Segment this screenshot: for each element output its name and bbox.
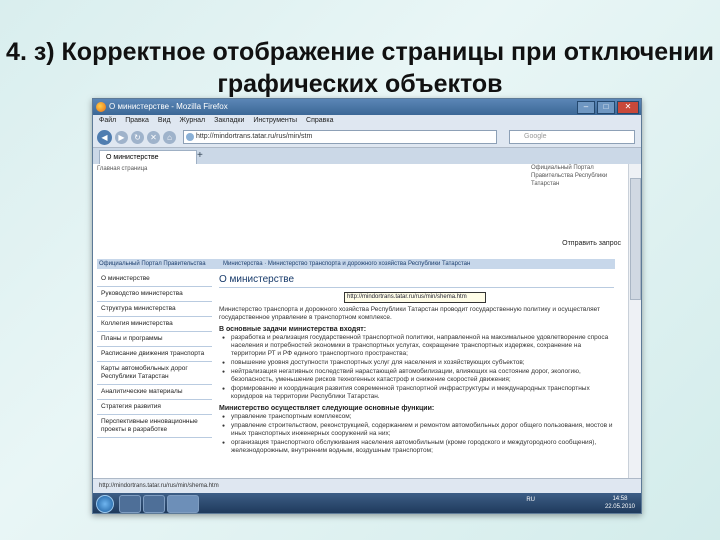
menu-view[interactable]: Вид (157, 117, 171, 124)
list-item: ● управление транспортным комплексом; (231, 413, 614, 421)
home-icon[interactable]: ⌂ (163, 131, 176, 144)
new-tab-icon[interactable]: + (197, 150, 203, 161)
sidebar-item-road-maps[interactable]: Карты автомобильных дорог Республики Татарстан (97, 362, 212, 385)
back-arrow-icon[interactable]: ◀ (97, 130, 112, 145)
clock[interactable] (605, 495, 635, 511)
send-request-link[interactable]: Отправить запрос (562, 240, 621, 247)
navigation-toolbar (93, 127, 641, 148)
windows-taskbar (93, 493, 641, 513)
tasks-heading: В основные задачи министерства входят: (219, 326, 367, 333)
globe-icon (186, 133, 194, 141)
site-nav-bar (97, 259, 615, 269)
window-title: О министерстве - Mozilla Firefox (109, 102, 228, 111)
language-indicator[interactable]: RU (526, 497, 535, 503)
reload-icon[interactable]: ↻ (131, 131, 144, 144)
status-bar: http://mindortrans.tatar.ru/rus/min/shema.htm (93, 478, 641, 493)
explorer-icon[interactable] (119, 495, 141, 513)
sidebar-item-schedule[interactable]: Расписание движения транспорта (97, 347, 212, 362)
scrollbar-thumb[interactable] (630, 178, 641, 300)
breadcrumb[interactable]: Министерства · Министерство транспорта и дорожного хозяйства Республики Татарстан (223, 261, 471, 267)
browser-screenshot (92, 98, 642, 514)
list-item: ● разработка и реализация государственной транспортной политики, направленной на максимальное удовлетворение спроса населения и потребностей экономики в транспортных услугах, сокращение транспортных издержек, сохранение на территории РТ и РФ единого транспортного пространства; (231, 334, 614, 358)
clock-time: 14:58 (612, 496, 628, 502)
media-player-icon[interactable] (143, 495, 165, 513)
main-article (219, 272, 614, 455)
clock-date: 22.05.2010 (604, 504, 635, 510)
page-content (93, 164, 629, 479)
menu-help[interactable]: Справка (306, 117, 334, 124)
list-item: ● повышение уровня доступности транспортных услуг для населения и хозяйствующих субъектов; (231, 359, 614, 367)
tab-strip (93, 148, 641, 164)
vertical-scrollbar[interactable] (628, 164, 641, 479)
tab-about-ministry[interactable]: О министерстве (99, 150, 197, 165)
list-item: ● организация транспортного обслуживания населения автомобильным (кроме городского и междугородного сообщения), железнодорожным, внутренним водным, воздушным транспортом; (231, 439, 614, 455)
sidebar-item-about[interactable]: О министерстве (97, 272, 212, 287)
sidebar-menu (97, 272, 212, 438)
sidebar-item-analytics[interactable]: Аналитические материалы (97, 385, 212, 400)
stop-icon[interactable]: ✕ (147, 131, 160, 144)
forward-arrow-icon[interactable]: ▶ (115, 131, 128, 144)
portal-breadcrumb[interactable]: Официальный Портал Правительства (99, 261, 206, 267)
sidebar-item-plans[interactable]: Планы и программы (97, 332, 212, 347)
menu-tools[interactable]: Инструменты (253, 117, 298, 124)
url-field[interactable] (183, 130, 497, 144)
link-tooltip: http://mindortrans.tatar.ru/rus/min/shema.htm (344, 292, 486, 303)
minimize-button[interactable]: – (577, 101, 595, 114)
firefox-task-icon[interactable] (167, 495, 199, 513)
sidebar-item-strategy[interactable]: Стратегия развития (97, 400, 212, 415)
search-input[interactable]: Google (509, 130, 635, 144)
sidebar-item-board[interactable]: Коллегия министерства (97, 317, 212, 332)
sidebar-item-leadership[interactable]: Руководство министерства (97, 287, 212, 302)
sidebar-item-projects[interactable]: Перспективные инновационные проекты в разработке (97, 415, 212, 438)
menu-bar (93, 115, 641, 127)
functions-heading: Министерство осуществляет следующие основные функции: (219, 405, 435, 412)
menu-history[interactable]: Журнал (179, 117, 206, 124)
firefox-icon (96, 102, 106, 112)
page-title: О министерстве (219, 274, 614, 288)
menu-bookmarks[interactable]: Закладки (214, 117, 245, 124)
sidebar-item-structure[interactable]: Структура министерства (97, 302, 212, 317)
list-item: ● нейтрализация негативных последствий нарастающей автомобилизации, влияющих на состояние дорог, экологию, безопасность, уменьшение рисков техногенных катастроф и снижение скоростей движения; (231, 368, 614, 384)
menu-edit[interactable]: Правка (125, 117, 149, 124)
close-button[interactable]: ✕ (617, 101, 639, 114)
menu-file[interactable]: Файл (99, 117, 117, 124)
window-titlebar (93, 99, 641, 115)
start-button[interactable] (96, 495, 114, 513)
window-controls (577, 101, 639, 114)
maximize-button[interactable]: □ (597, 101, 615, 114)
portal-link[interactable]: Официальный Портал Правительства Республики Татарстан (531, 165, 608, 187)
url-text: http://mindortrans.tatar.ru/rus/min/stm (196, 133, 313, 140)
intro-paragraph: Министерство транспорта и дорожного хозяйства Республики Татарстан проводит государственную политику и осуществляет государственное управление в транспортном комплексе. (219, 306, 601, 321)
slide-title: 4. з) Корректное отображение страницы при отключении графических объектов (6, 38, 714, 98)
list-item: ● формирование и координация развития современной транспортной инфраструктуры и международных транспортных коридоров на территории Республики Татарстан. (231, 385, 614, 401)
list-item: ● управление строительством, реконструкцией, содержанием и ремонтом автомобильных дорог общего пользования, мостов и иных транспортных инженерных сооружений на них; (231, 422, 614, 438)
home-link[interactable]: Главная страница (97, 166, 148, 172)
